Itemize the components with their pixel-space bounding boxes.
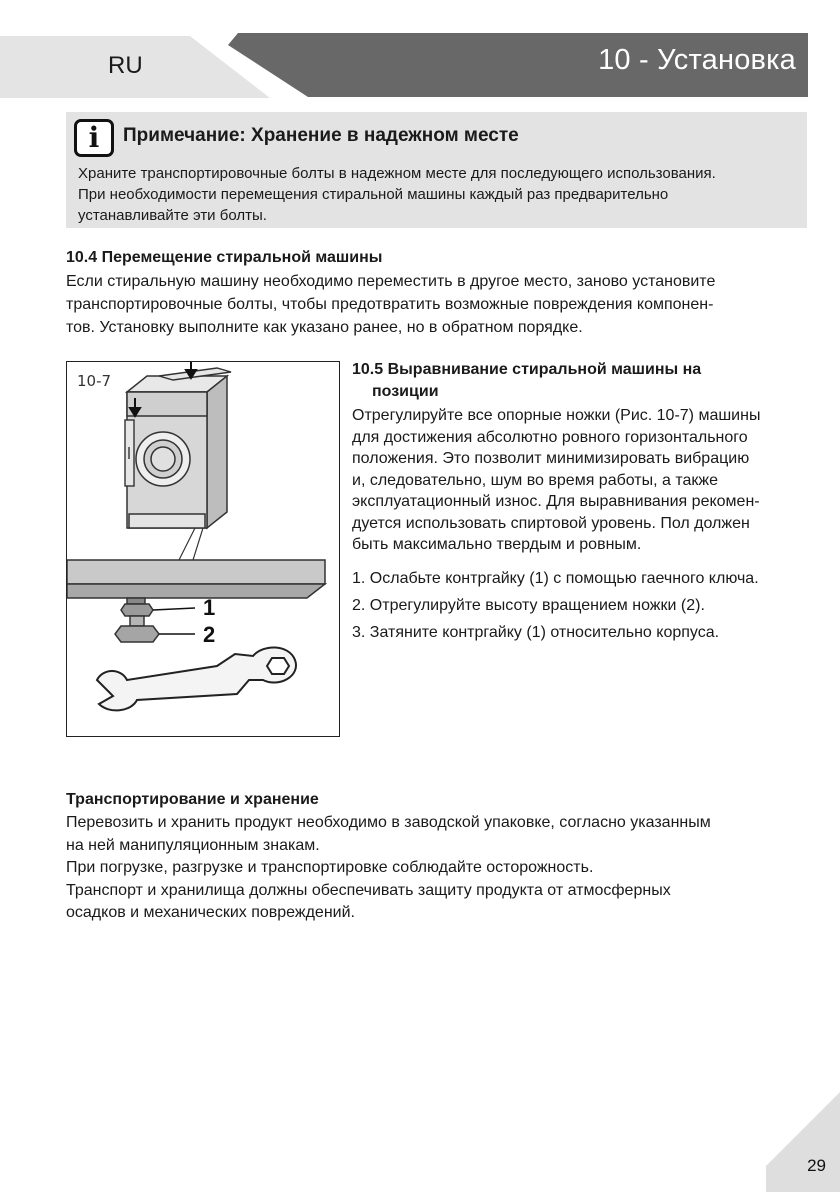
note-body (78, 163, 716, 226)
note-line: При необходимости перемещения стиральной машины каждый раз предварительно (78, 186, 669, 203)
transport-title: Транспортирование и хранение (66, 791, 319, 808)
wrench-icon (97, 647, 296, 710)
foot-closeup-drawing (67, 560, 325, 642)
washing-machine-drawing (127, 376, 227, 528)
section-10-4-body (66, 270, 715, 339)
paragraph-line: транспортировочные болты, чтобы предотвратить возможные повреждения компонен- (66, 296, 714, 313)
leveling-illustration (67, 362, 339, 736)
paragraph-line: дуется использовать спиртовой уровень. Пол должен (352, 514, 750, 532)
steps-list (352, 565, 759, 646)
note-line: устанавливайте эти болты. (78, 207, 267, 224)
list-item: 3. Затяните контргайку (1) относительно корпуса. (352, 624, 720, 641)
paragraph-line: Перевозить и хранить продукт необходимо в заводской упаковке, согласно указанным (66, 814, 711, 831)
paragraph-line: эксплуатационный износ. Для выравнивания рекомен- (352, 493, 760, 510)
section-title: 10 - Установка (598, 44, 796, 76)
paragraph-line: При погрузке, разгрузке и транспортировке соблюдайте осторожность. (66, 859, 594, 876)
note-box (66, 112, 807, 228)
note-title: Примечание: Хранение в надежном месте (123, 125, 519, 146)
paragraph-line: Если стиральную машину необходимо переместить в другое место, заново установите (66, 273, 716, 290)
info-icon: i (74, 119, 114, 157)
section-10-5-body (352, 405, 760, 556)
title-line: 10.5 Выравнивание стиральной машины на (352, 361, 702, 378)
note-line: Храните транспортировочные болты в надежном месте для последующего использования. (78, 165, 716, 182)
callout-2: 2 (203, 622, 216, 647)
paragraph-line: и, следовательно, шум во время работы, а также (352, 471, 719, 489)
figure-10-7 (66, 361, 340, 737)
paragraph-line: Транспорт и хранилища должны обеспечивать защиту продукта от атмосферных (66, 881, 671, 899)
language-code: RU (108, 52, 143, 79)
page-number: 29 (807, 1156, 826, 1175)
list-item: 1. Ослабьте контргайку (1) с помощью гаечного ключа. (352, 570, 759, 587)
title-line: позиции (372, 383, 439, 400)
section-10-4-title: 10.4 Перемещение стиральной машины (66, 249, 383, 266)
page-corner (766, 1092, 840, 1192)
paragraph-line: на ней манипуляционным знакам. (66, 836, 320, 854)
section-10-5-title (352, 359, 701, 403)
paragraph-line: осадков и механических повреждений. (66, 904, 355, 921)
paragraph-line: для достижения абсолютно ровного горизонтального (352, 428, 748, 446)
transport-body (66, 812, 711, 925)
callout-1: 1 (203, 595, 216, 620)
figure-label: 10-7 (77, 372, 112, 390)
paragraph-line: Отрегулируйте все опорные ножки (Рис. 10-7) машины (352, 407, 761, 424)
list-item: 2. Отрегулируйте высоту вращением ножки (2). (352, 597, 705, 614)
paragraph-line: положения. Это позволит минимизировать вибрацию (352, 450, 750, 467)
paragraph-line: тов. Установку выполните как указано ранее, но в обратном порядке. (66, 319, 583, 336)
paragraph-line: быть максимально твердым и ровным. (352, 536, 642, 553)
